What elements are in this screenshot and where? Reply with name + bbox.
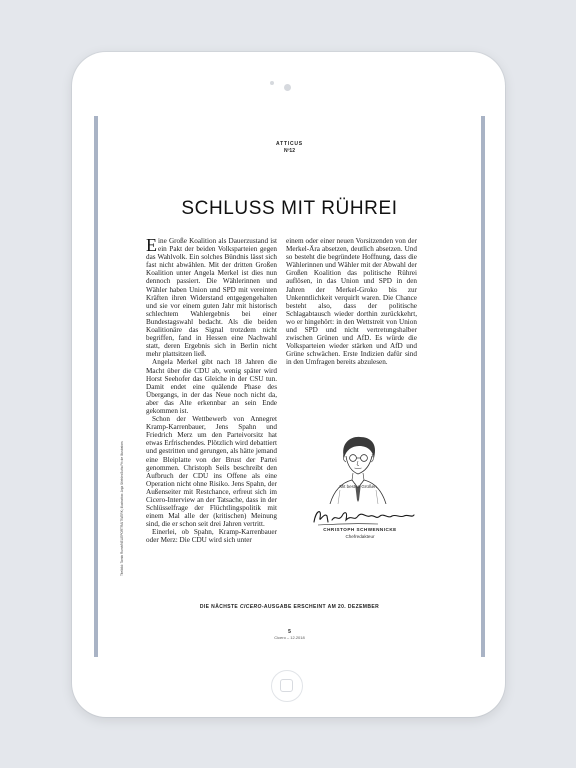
article-paragraph: Einerlei, ob Spahn, Kramp-Karrenbauer oder Merz: Die CDU wird sich unter	[146, 528, 277, 545]
article-paragraph: Angela Merkel gibt nach 18 Jahren die Macht über die CDU ab, wenig später wird Horst Seehofer das Gleiche in der CSU tun. Damit endet eine quälende Phase des Übergangs, in der das Neue noch nicht da, aber das Alte erkennbar an sein Ende gekommen ist.	[146, 358, 277, 415]
editor-signature	[308, 504, 418, 528]
section-label: ATTICUS	[276, 141, 303, 147]
editor-portrait-illustration	[326, 434, 390, 504]
article-paragraph: einem oder einer neuen Vorsitzenden von der Merkel-Ära absetzen, deutlich absetzen. Und so besteht die begründete Hoffnung, dass die Wählerinnen und Wähler mit der Abwahl der Großen Koalition das politische Rührei auflösen, in das Union und SPD in den Jahren der Merkel-Groko bis zur Unkenntlichkeit verquirlt waren. Die Chance besteht also, dass der politische Schlagabtausch wieder dorthin zurückkehrt, wo er hingehört: in den Wettstreit von Union und SPD und nicht vertretungshalber zwischen Grünen und AfD. Es würde die Volksparteien wieder stärken und AfD und Grüne schwächen. Erste Indizien dafür sind in den Umfragen bereits abzulesen.	[286, 237, 417, 367]
article-paragraph: Schon der Wettbewerb von Annegret Kramp-Karrenbauer, Jens Spahn und Friedrich Merz um den Parteivorsitz hat etwas Erfrischendes. Plötzlich wird debattiert und gestritten und gerungen, als hätte jemand eine Bleiplatte von der Brust der Partei genommen. Christoph Seils beschreibt den Aufbruch der CDU ins Offene als eine Operation nicht ohne Risiko. Jens Spahn, der Außenseiter mit Restchance, erfreut sich im Cicero-Interview an der Tatsache, dass in der Schlüsselfrage der Flüchtlingspolitik mit einem Mal alle der (kritischen) Meinung sind, die er schon seit drei Jahren vertritt.	[146, 415, 277, 529]
page-footer: Cicero – 12.2018	[274, 635, 305, 640]
page-number: 5	[288, 629, 291, 635]
magazine-page[interactable]	[94, 116, 485, 657]
front-camera	[284, 84, 291, 91]
front-sensor	[270, 81, 274, 85]
photo-credit: Titelbild: Tamin Rumé/NEUEPORTRAITWERK; Illustration: Anja Stiehler/Jutta Fricke Illustrators	[120, 441, 124, 576]
next-issue-prefix: DIE NÄCHSTE	[199, 604, 240, 610]
paragraph-text: ine Große Koalition als Dauerzustand ist ein Pakt der beiden Volksparteien gegen das Wahlvolk. Ein solches Bündnis lässt sich fast nicht abwählen. Mit der dritten Großen Koalition unter Angela Merkel ist dies nun dennoch passiert. Die Wählerinnen und Wähler haben Union und SPD mit vereinten Kräften ihren Widerstand entgegengehalten und sie vor einem guten Jahr mit historisch schlechtem Wahlergebnis bei einer Bundestagswahl bedacht. Als die beiden Koalitionäre das Signal trotzdem nicht begriffen, fand in Hessen eine Nachwahl statt, deren Ergebnis sich in Berlin nicht mehr plattsitzen ließ.	[146, 237, 277, 359]
closing-greeting: Mit besten Grüßen	[339, 484, 377, 489]
author-role: Chefredakteur	[345, 534, 375, 539]
drop-cap: E	[146, 235, 157, 255]
next-issue-magazine: CICERO	[239, 604, 262, 610]
article-column-right	[286, 237, 417, 367]
author-name: CHRISTOPH SCHWENNICKE	[323, 527, 397, 532]
issue-number: Nº12	[284, 148, 295, 154]
article-headline: SCHLUSS MIT RÜHREI	[181, 198, 398, 219]
article-column-left	[146, 237, 277, 587]
next-issue-notice	[94, 604, 485, 610]
home-square-icon	[280, 679, 293, 692]
next-issue-suffix: -AUSGABE ERSCHEINT AM 20. DEZEMBER	[261, 604, 380, 610]
article-paragraph	[146, 237, 277, 358]
